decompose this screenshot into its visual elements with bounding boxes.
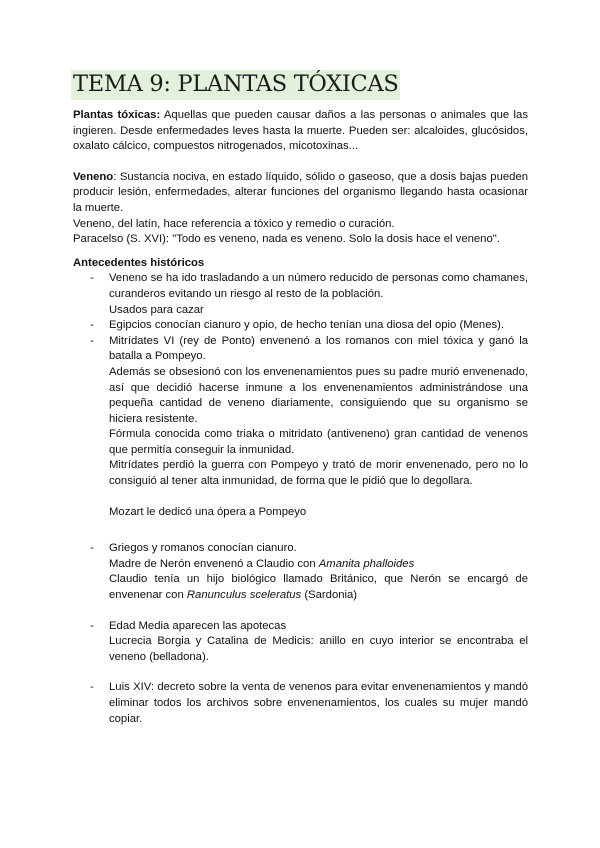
bullet-dash: - (90, 681, 94, 694)
item3-obsession: Además se obsesionó con los envenenamientos pues su padre murió envenenado, así que decidió hacerse inmune a los envenenamientos administrándose una pequeña cantidad de veneno diariamente, consiguiendo que su organismo se hiciera resistente. (109, 365, 528, 425)
item5-borgia: Lucrecia Borgia y Catalina de Medicis: anillo en cuyo interior se encontraba el veneno (belladona). (109, 635, 528, 663)
item4-text: Griegos y romanos conocían cianuro. (109, 542, 297, 555)
item3-text: Mitrídates VI (rey de Ponto) envenenó a los romanos con miel tóxica y ganó la batalla a Pompeyo. (109, 334, 528, 363)
species-name: Ranunculus sceleratus (186, 589, 302, 602)
item4-claudio (109, 572, 528, 603)
bullet-dash: - (90, 542, 94, 555)
item3-death: Mitrídates perdió la guerra con Pompeyo y trató de morir envenenado, pero no lo consiguió al tener alta inmunidad, de forma que le pidió que lo degollara. (109, 459, 528, 488)
paracelso-quote: Paracelso (S. XVI): "Todo es veneno, nada es veneno. Solo la dosis hace el veneno". (73, 233, 500, 246)
list-item (73, 541, 528, 603)
item3-formula: Fórmula conocida como triaka o mitridato (antiveneno) gran cantidad de venenos que permitía conseguir la inmunidad. (109, 428, 528, 456)
veneno-text: : Sustancia nociva, en estado líquido, sólido o gaseoso, que a dosis bajas pueden producir lesión, enfermedades, alterar funciones del organismo llegando hasta ocasionar la muerte. (73, 170, 528, 214)
list-item (73, 334, 528, 521)
item1-text: Veneno se ha ido trasladando a un número reducido de personas como chamanes, curanderos evitando un riesgo al resto de la población. (109, 272, 528, 300)
veneno-definition (73, 170, 528, 217)
item4-neron-text: Madre de Nerón envenenó a Claudio con (109, 557, 319, 570)
document-page (73, 70, 528, 727)
item3-mozart: Mozart le dedicó una ópera a Pompeyo (109, 505, 307, 518)
bullet-dash: - (90, 619, 94, 632)
item5-text: Edad Media aparecen las apotecas (109, 619, 287, 632)
veneno-etymology: Veneno, del latín, hace referencia a tóxico y remedio o curación. (73, 217, 395, 230)
plantas-text: Aquellas que pueden causar daños a las personas o animales que las ingieren. Desde enfermedades leves hasta la muerte. Pueden ser: alcaloides, glucósidos, oxalato cálcico, compuestos nitrogenados, micotoxinas... (73, 109, 528, 153)
plantas-term: Plantas tóxicas: (73, 109, 161, 121)
plantas-definition (73, 108, 528, 155)
species-name: Amanita phalloides (318, 557, 415, 570)
item1-note: Usados para cazar (109, 303, 204, 316)
item6-text: Luis XIV: decreto sobre la venta de venenos para evitar envenenamientos y mandó eliminar todos los archivos sobre envenenamientos, los cuales su mujer mandó copiar. (109, 681, 528, 725)
page-title: TEMA 9: PLANTAS TÓXICAS (71, 70, 400, 100)
list-item (73, 318, 528, 334)
list-item (73, 680, 528, 727)
bullet-dash: - (90, 272, 94, 285)
item2-text: Egipcios conocían cianuro y opio, de hecho tenían una diosa del opio (Menes). (109, 319, 505, 332)
item4-claudio-end: (Sardonia) (301, 589, 358, 602)
bullet-dash: - (90, 334, 94, 347)
item4-claudio-text: Claudio tenía un hijo biológico llamado Británico, que Nerón se encargó de envenenar con (109, 573, 528, 602)
list-item (73, 619, 528, 666)
antecedentes-heading: Antecedentes históricos (73, 256, 205, 269)
item4-neron (109, 557, 528, 573)
bullet-dash: - (90, 319, 94, 332)
list-item (73, 271, 528, 318)
veneno-term: Veneno (73, 170, 114, 183)
